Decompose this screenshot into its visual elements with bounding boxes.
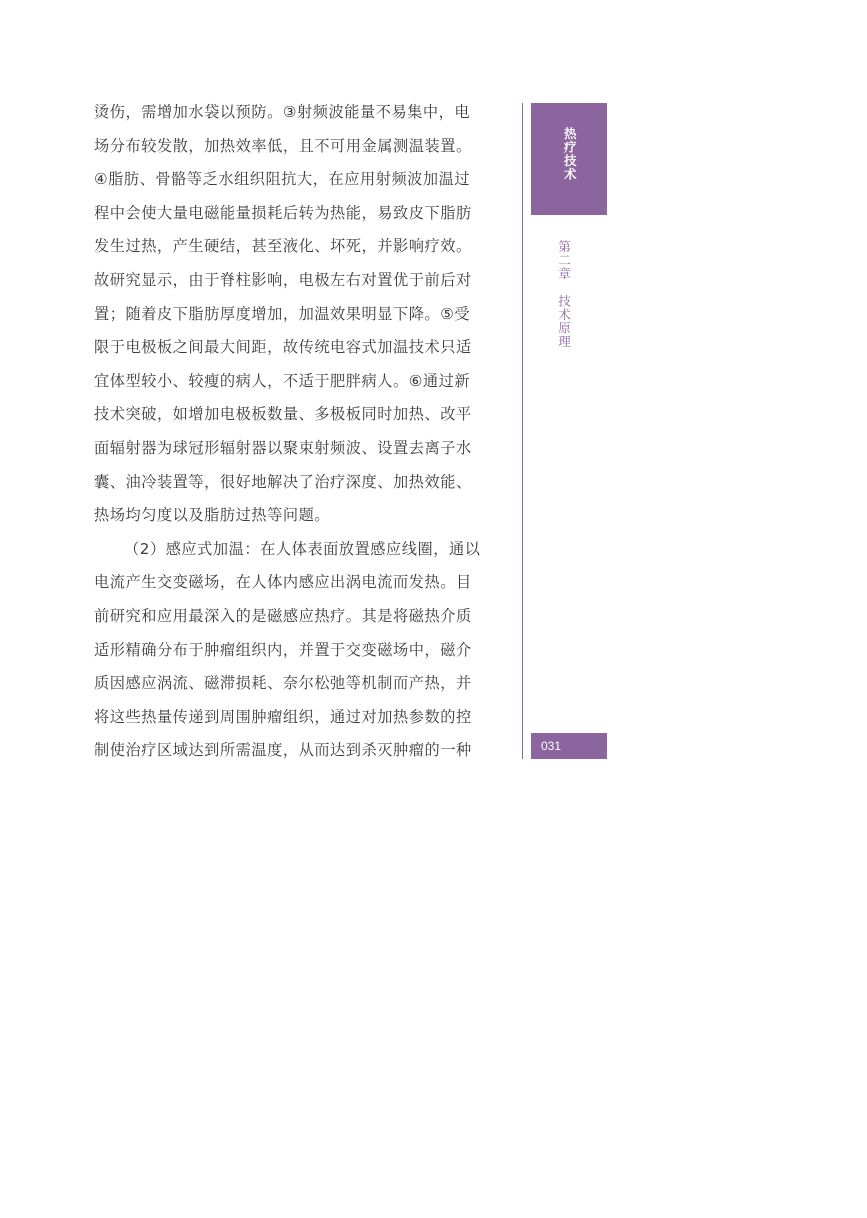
text-line: 技术突破，如增加电极板数量、多极板同时加热、改平 [94,405,472,424]
section-title: 热疗技术 [562,127,578,181]
text-line: 质因感应涡流、磁滞损耗、奈尔松弛等机制而产热，并 [94,674,472,693]
chapter-title: 技术原理 [556,294,572,349]
body-text [94,96,498,768]
text-line: 场分布较发散，加热效率低，且不可用金属测温装置。 [94,136,472,155]
paragraph-start-line: （2）感应式加温：在人体表面放置感应线圈，通以 [124,539,481,558]
text-line: 将这些热量传递到周围肿瘤组织，通过对加热参数的控 [94,707,472,726]
text-line: 囊、油冷装置等，很好地解决了治疗深度、加热效能、 [94,472,472,491]
text-line: 面辐射器为球冠形辐射器以聚束射频波、设置去离子水 [94,438,472,457]
chapter-label: 第二章 [556,240,572,281]
text-line: ④脂肪、骨骼等乏水组织阻抗大，在应用射频波加温过 [94,170,471,189]
text-line: 发生过热，产生硬结，甚至液化、坏死，并影响疗效。 [94,237,472,256]
section-tab [531,103,607,215]
vertical-divider [522,103,523,759]
text-line: 适形精确分布于肿瘤组织内，并置于交变磁场中，磁介 [94,640,472,659]
text-line: 故研究显示，由于脊柱影响，电极左右对置优于前后对 [94,270,472,289]
text-line: 制使治疗区域达到所需温度，从而达到杀灭肿瘤的一种 [94,741,472,760]
text-line: 置；随着皮下脂肪厚度增加，加温效果明显下降。⑤受 [94,304,471,323]
text-line: 宜体型较小、较瘦的病人，不适于肥胖病人。⑥通过新 [94,371,471,390]
text-line: 烫伤，需增加水袋以预防。③射频波能量不易集中，电 [94,103,471,121]
text-line: 限于电极板之间最大间距，故传统电容式加温技术只适 [94,338,472,357]
text-line: 电流产生交变磁场，在人体内感应出涡电流而发热。目 [94,573,472,592]
text-line: 程中会使大量电磁能量损耗后转为热能，易致皮下脂肪 [94,203,472,222]
text-line: 前研究和应用最深入的是磁感应热疗。其是将磁热介质 [94,606,472,625]
text-line: 热场均匀度以及脂肪过热等问题。 [94,506,331,525]
chapter-heading [556,240,571,349]
page-number: 031 [531,733,607,759]
